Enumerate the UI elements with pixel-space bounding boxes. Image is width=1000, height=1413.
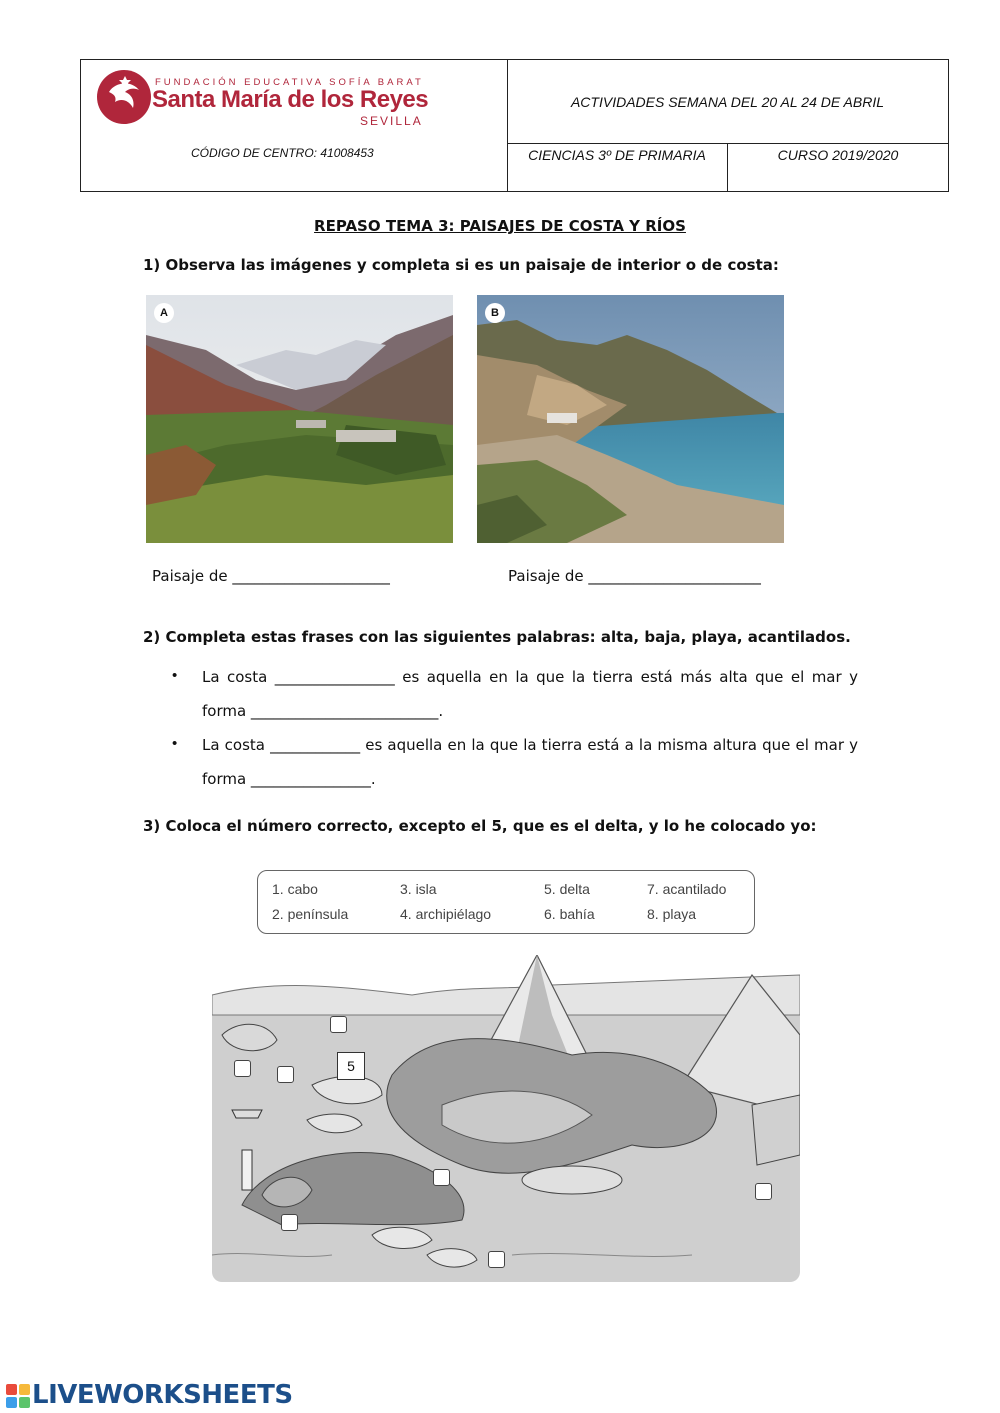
word-2: 2. península	[272, 906, 349, 922]
coastal-landscape-illustration	[212, 955, 800, 1282]
photo-a-badge: A	[154, 303, 174, 323]
word-7: 7. acantilado	[647, 881, 727, 897]
valley-landscape-image	[146, 295, 453, 543]
answer-box-5[interactable]	[755, 1183, 772, 1200]
photo-a-valley	[146, 295, 453, 543]
word-5: 5. delta	[544, 881, 590, 897]
fill-answer-b[interactable]: Paisaje de _______________________	[508, 567, 761, 585]
answer-box-7[interactable]	[488, 1251, 505, 1268]
sentence-1-line-1[interactable]: La costa ________________ es aquella en la que la tierra está más alta que el mar y	[202, 668, 858, 686]
school-name: Santa María de los Reyes	[152, 86, 429, 113]
answer-box-1[interactable]	[330, 1016, 347, 1033]
question-3: 3) Coloca el número correcto, excepto el 5, que es el delta, y lo he colocado yo:	[143, 817, 817, 835]
center-code: CÓDIGO DE CENTRO: 41008453	[191, 146, 374, 160]
bullet-2: •	[172, 735, 178, 752]
answer-box-4[interactable]	[433, 1169, 450, 1186]
school-crest-icon	[95, 68, 153, 126]
fill-answer-a[interactable]: Paisaje de _____________________	[152, 567, 390, 585]
course-label: CURSO 2019/2020	[777, 147, 899, 163]
photo-b-badge: B	[485, 303, 505, 323]
sentence-1-line-2[interactable]: forma _________________________.	[202, 702, 444, 720]
header-table	[80, 59, 949, 192]
page-title: REPASO TEMA 3: PAISAJES DE COSTA Y RÍOS	[314, 217, 686, 235]
answer-box-3[interactable]	[277, 1066, 294, 1083]
word-6: 6. bahía	[544, 906, 595, 922]
subject-label: CIENCIAS 3º DE PRIMARIA	[507, 143, 728, 191]
word-3: 3. isla	[400, 881, 437, 897]
foundation-name: FUNDACIÓN EDUCATIVA SOFÍA BARAT	[155, 77, 424, 88]
answer-box-2[interactable]	[234, 1060, 251, 1077]
sentence-2-line-1[interactable]: La costa ____________ es aquella en la que la tierra está a la misma altura que el mar y	[202, 736, 858, 754]
word-bank	[257, 870, 755, 934]
word-1: 1. cabo	[272, 881, 318, 897]
bullet-1: •	[172, 667, 178, 684]
answer-box-delta[interactable]: 5	[337, 1052, 365, 1080]
question-2: 2) Completa estas frases con las siguientes palabras: alta, baja, playa, acantilados.	[143, 628, 851, 646]
word-4: 4. archipiélago	[400, 906, 492, 922]
liveworksheets-brand[interactable]: LIVEWORKSHEETS	[32, 1380, 293, 1410]
photo-b-coast	[477, 295, 784, 543]
question-1: 1) Observa las imágenes y completa si es un paisaje de interior o de costa:	[143, 256, 779, 274]
school-city: SEVILLA	[360, 114, 423, 128]
sentence-2-line-2[interactable]: forma ________________.	[202, 770, 376, 788]
liveworksheets-logo-icon	[6, 1384, 30, 1408]
logo-cell	[81, 60, 508, 191]
activity-week: ACTIVIDADES SEMANA DEL 20 AL 24 DE ABRIL	[507, 60, 948, 144]
answer-box-6[interactable]	[281, 1214, 298, 1231]
word-8: 8. playa	[647, 906, 697, 922]
coast-landscape-image	[477, 295, 784, 543]
